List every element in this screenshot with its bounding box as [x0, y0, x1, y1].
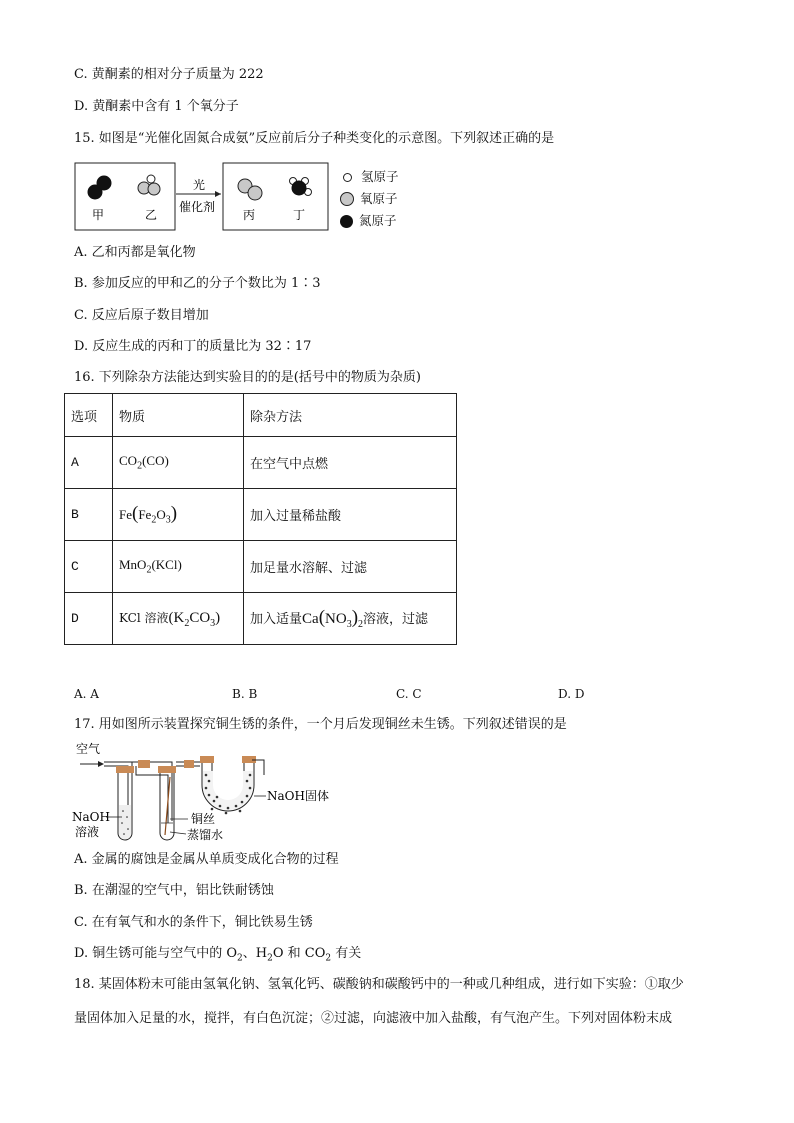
row-option: D: [65, 593, 113, 645]
header-method: 除杂方法: [244, 394, 457, 437]
legend-nitrogen: [340, 210, 399, 232]
option-d-suffix: 有关: [331, 946, 362, 961]
table-header-row: [65, 394, 457, 437]
legend-oxygen: [340, 188, 399, 210]
q14-option-d: D. 黄酮素中含有 1 个氧分子: [74, 99, 239, 114]
arrow-head-icon: [98, 761, 104, 767]
naoh-solution-label-1: NaOH: [72, 810, 110, 824]
q15-option-b: B. 参加反应的甲和乙的分子个数比为 1∶3: [74, 276, 321, 291]
label-yi: 乙: [145, 208, 158, 222]
label-bing: 丙: [243, 208, 256, 222]
oxygen-atom: [248, 186, 262, 200]
method-suffix: 溶液，过滤: [363, 612, 429, 627]
air-label: 空气: [76, 742, 101, 756]
q17-apparatus-diagram: [0, 735, 400, 845]
option-d-mid1: 、H: [242, 946, 268, 961]
table-row: [65, 541, 457, 593]
products-box: [223, 163, 328, 230]
hydrogen-atom: [147, 175, 155, 183]
q14-option-c: C. 黄酮素的相对分子质量为 222: [74, 67, 264, 82]
table-row: [65, 437, 457, 489]
q15-stem: 15. 如图是“光催化固氮合成氨”反应前后分子种类变化的示意图。下列叙述正确的是: [74, 131, 555, 146]
q16-table: [64, 393, 457, 645]
row-option: C: [65, 541, 113, 593]
q16-stem: 16. 下列除杂方法能达到实验目的的是(括号中的物质为杂质): [74, 370, 421, 385]
method-prefix: 加入适量: [250, 612, 303, 627]
choice-a: A. A: [74, 687, 99, 701]
row-option: B: [65, 489, 113, 541]
legend-label: 氢原子: [361, 169, 399, 184]
q17-stem: 17. 用如图所示装置探究铜生锈的条件，一个月后发现铜丝未生锈。下列叙述错误的是: [74, 717, 567, 732]
rubber-stopper: [200, 756, 214, 763]
choice-c: C. C: [396, 687, 422, 701]
row-substance: MnO$_2$(KCl): [113, 541, 244, 593]
oxygen-atom: [148, 183, 160, 195]
row-substance: KCl 溶液$(K_2CO_3)$: [113, 593, 244, 645]
row-method: 加足量水溶解、过滤: [244, 541, 457, 593]
arrow-top-label: 光: [193, 178, 206, 192]
choice-b: B. B: [232, 687, 258, 701]
nitrogen-atom: [292, 181, 306, 195]
naoh-solid-label: NaOH固体: [267, 789, 329, 803]
hydrogen-atom-icon: [343, 173, 352, 182]
table-row: [65, 489, 457, 541]
row-method: 在空气中点燃: [244, 437, 457, 489]
legend-label: 氮原子: [359, 213, 397, 228]
q15-option-d: D. 反应生成的丙和丁的质量比为 32∶17: [74, 339, 312, 354]
q18-stem-line-1: 18. 某固体粉末可能由氢氧化钠、氢氧化钙、碳酸钠和碳酸钙中的一种或几种组成，进行如下实验：①取少: [74, 977, 684, 992]
arrow-bottom-label: 催化剂: [179, 200, 216, 214]
q18-stem-line-2: 量固体加入足量的水，搅拌，有白色沉淀；②过滤，向滤液中加入盐酸，有气泡产生。下列对固体粉末成: [74, 1011, 673, 1026]
header-substance: 物质: [113, 394, 244, 437]
row-method: 加入过量稀盐酸: [244, 489, 457, 541]
substance-prefix: KCl 溶液: [119, 610, 169, 625]
copper-wire-label: 铜丝: [191, 812, 216, 826]
q15-option-c: C. 反应后原子数目增加: [74, 308, 209, 323]
naoh-solution-label-2: 溶液: [75, 825, 100, 839]
rubber-stopper: [116, 766, 134, 773]
table-row: [65, 593, 457, 645]
q17-option-d: D. 铜生锈可能与空气中的 $O_2$、$H_2O$ 和 $CO_2$ 有关: [74, 946, 362, 964]
q17-option-b: B. 在潮湿的空气中，铝比铁耐锈蚀: [74, 883, 274, 898]
label-jia: 甲: [92, 208, 105, 222]
nitrogen-atom-icon: [340, 215, 353, 228]
rubber-stopper: [158, 766, 176, 773]
row-method: 加入适量$Ca(NO_3)_2$溶液，过滤: [244, 593, 457, 645]
row-substance: $Fe(Fe_2O_3)$: [113, 489, 244, 541]
choice-d: D. D: [558, 687, 585, 701]
q17-option-a: A. 金属的腐蚀是金属从单质变成化合物的过程: [74, 852, 339, 867]
nitrogen-atom: [97, 176, 111, 190]
option-d-mid2: O 和 CO: [272, 946, 326, 961]
legend-hydrogen: [340, 166, 399, 188]
q17-option-c: C. 在有氧气和水的条件下，铜比铁易生锈: [74, 915, 313, 930]
legend-label: 氧原子: [360, 191, 398, 206]
atom-legend: [340, 166, 399, 232]
option-d-prefix: D. 铜生锈可能与空气中的 O: [74, 946, 238, 961]
oxygen-atom-icon: [340, 192, 354, 206]
naoh-solution-fill: [119, 805, 131, 839]
row-option: A: [65, 437, 113, 489]
row-substance: $CO_2(CO)$: [113, 437, 244, 489]
label-ding: 丁: [293, 208, 306, 222]
header-option: 选项: [65, 394, 113, 437]
distilled-water-label: 蒸馏水: [187, 828, 224, 842]
q15-option-a: A. 乙和丙都是氧化物: [74, 245, 196, 260]
arrow-head-icon: [215, 191, 221, 197]
